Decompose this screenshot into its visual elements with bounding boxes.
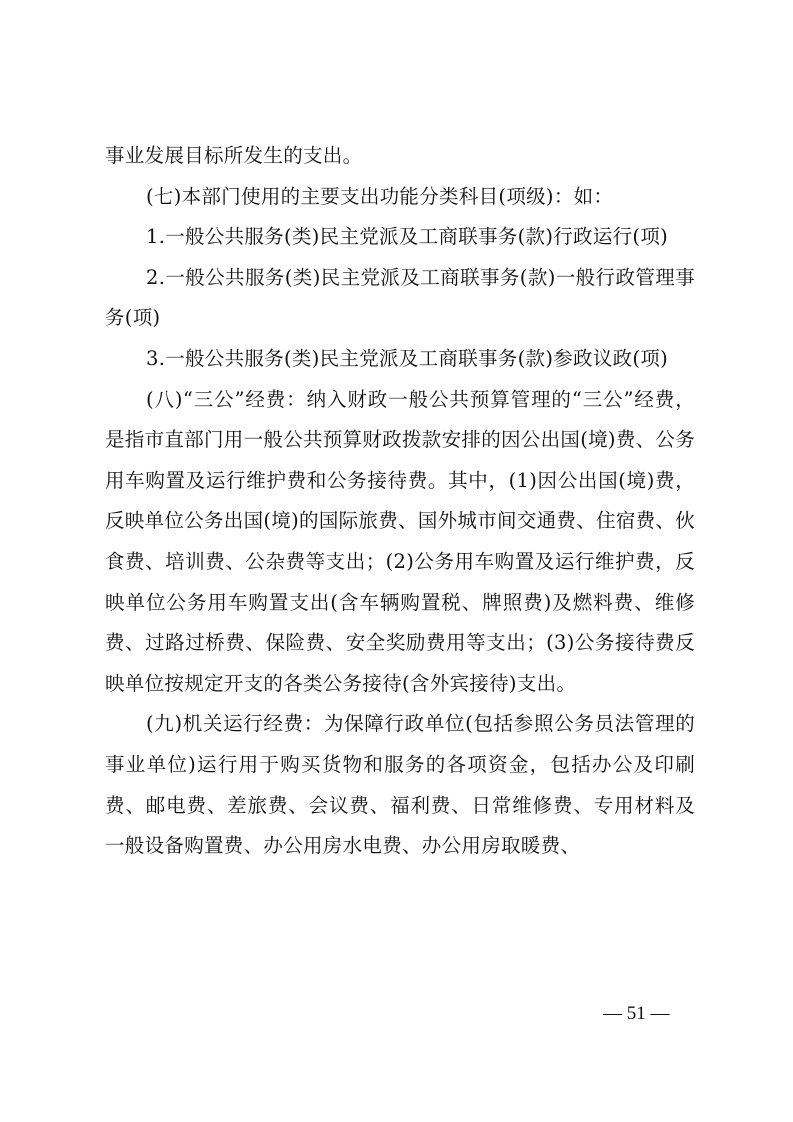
document-body bbox=[105, 136, 695, 867]
paragraph-item-1: 1.一般公共服务(类)民主党派及工商联事务(款)行政运行(项) bbox=[146, 225, 669, 249]
paragraph-item-2: 2.一般公共服务(类)民主党派及工商联事务(款)一般行政管理事务(项) bbox=[105, 265, 695, 330]
paragraph-section-8: (八)“三公”经费：纳入财政一般公共预算管理的“三公”经费，是指市直部门用一般公共预算财政拨款安排的因公出国(境)费、公务用车购置及运行维护费和公务接待费。其中，(1)因公出国(境)费，反映单位公务出国(境)的国际旅费、国外城市间交通费、住宿费、伙食费、培训费、公杂费等支出；(2)公务用车购置及运行维护费，反映单位公务用车购置支出(含车辆购置税、牌照费)及燃料费、维修费、过路过桥费、保险费、安全奖励费用等支出；(3)公务接待费反映单位按规定开支的各类公务接待(含外宾接待)支出。 bbox=[105, 387, 696, 695]
paragraph-section-7: (七)本部门使用的主要支出功能分类科目(项级)：如： bbox=[146, 184, 614, 208]
paragraph-item-3: 3.一般公共服务(类)民主党派及工商联事务(款)参政议政(项) bbox=[146, 346, 669, 370]
page-number: — 51 — bbox=[603, 1003, 670, 1024]
paragraph-section-9: (九)机关运行经费：为保障行政单位(包括参照公务员法管理的事业单位)运行用于购买货物和服务的各项资金，包括办公及印刷费、邮电费、差旅费、会议费、福利费、日常维修费、专用材料及一般设备购置费、办公用房水电费、办公用房取暖费、 bbox=[105, 712, 695, 858]
paragraph-continuation: 事业发展目标所发生的支出。 bbox=[105, 144, 363, 167]
